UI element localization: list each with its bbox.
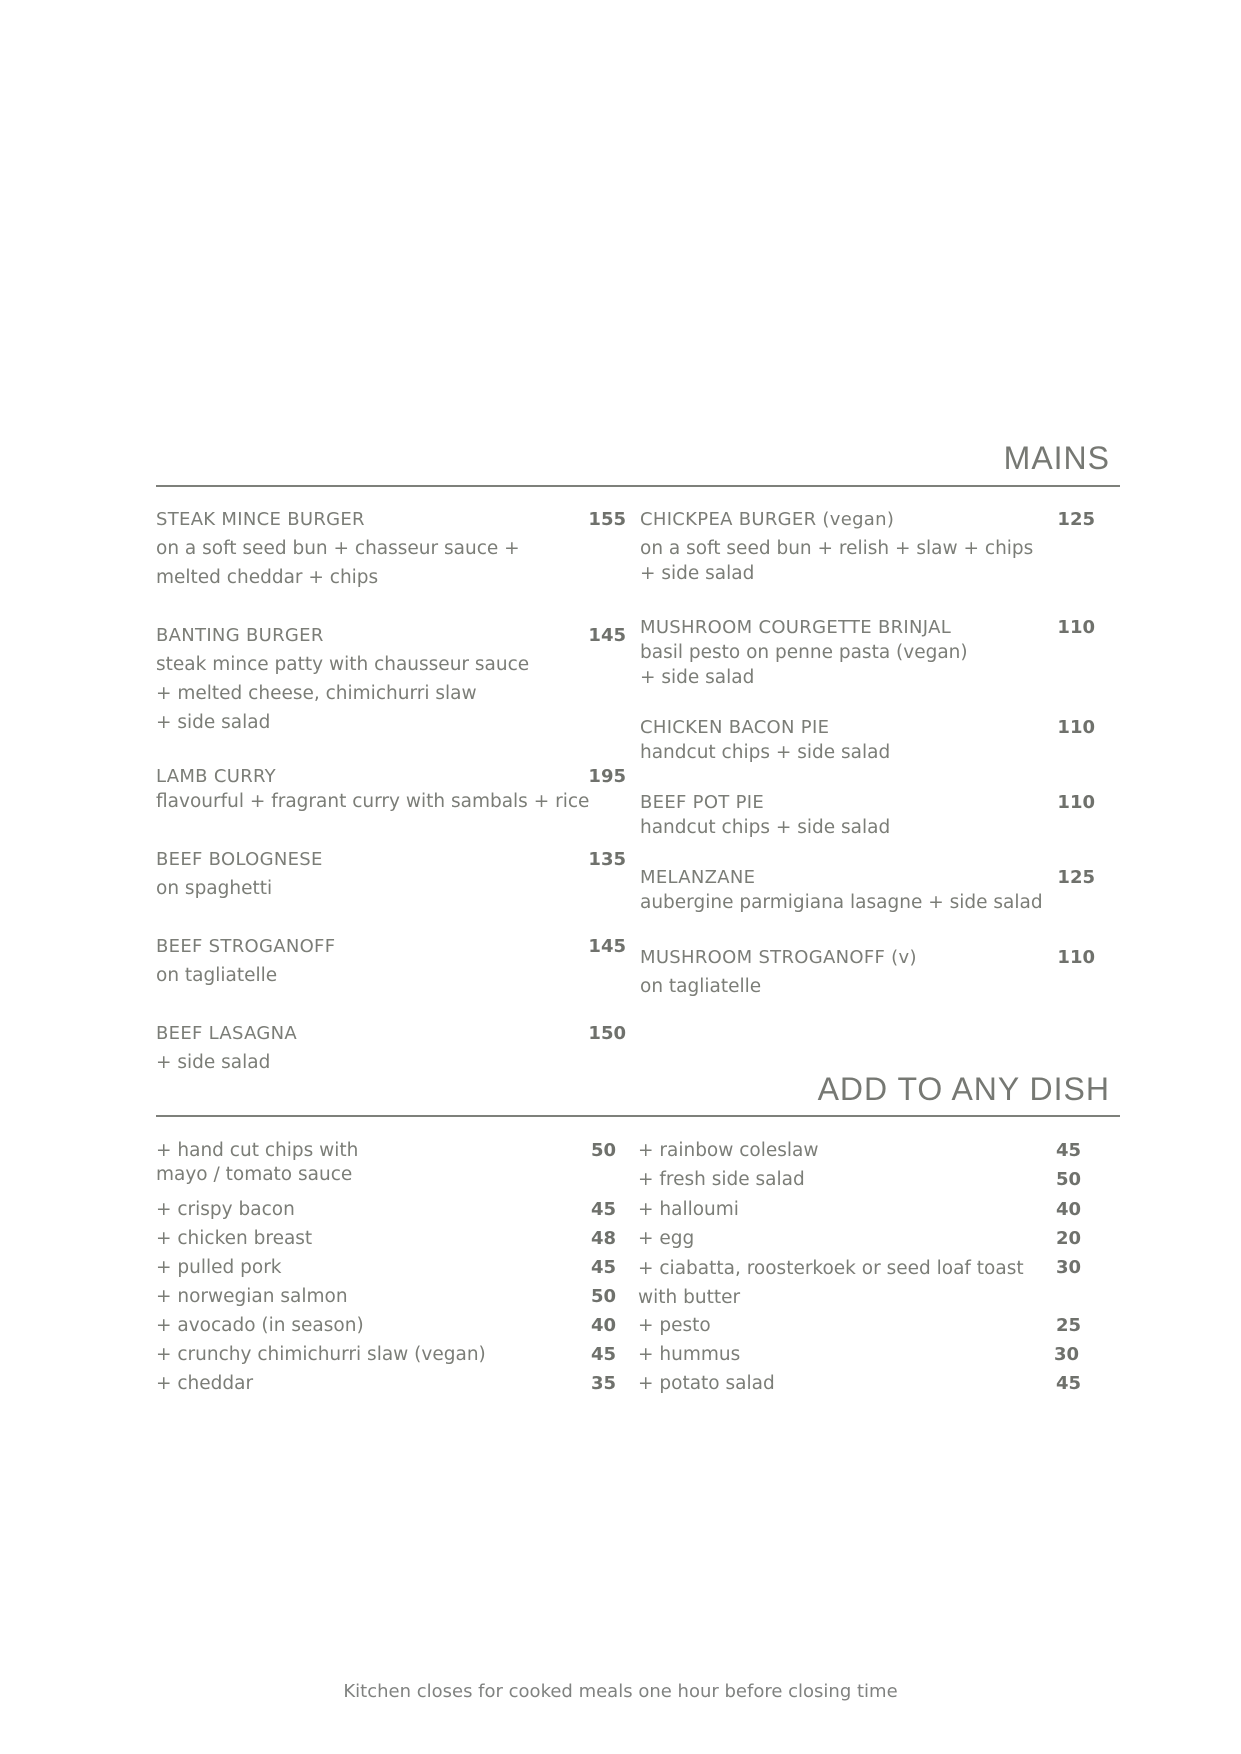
addon-price: 40: [1055, 1199, 1081, 1220]
item-name: BEEF BOLOGNESE: [156, 849, 323, 870]
addon-item-bread-toast: [638, 1256, 1081, 1312]
addon-price: 50: [590, 1140, 616, 1161]
addon-item-pulled-pork: [156, 1256, 616, 1280]
item-name: BEEF POT PIE: [640, 792, 765, 813]
item-description: basil pesto on penne pasta (vegan) + side salad: [640, 642, 968, 688]
addon-item-hummus: [638, 1343, 1079, 1367]
addon-label: + potato salad: [638, 1373, 775, 1394]
addon-label: + hummus: [638, 1344, 741, 1365]
item-price: 155: [588, 509, 626, 530]
item-name: BANTING BURGER: [156, 625, 324, 646]
item-name: STEAK MINCE BURGER: [156, 509, 365, 530]
addon-item-crispy-bacon: [156, 1198, 616, 1222]
menu-item-beef-pot-pie: [640, 790, 1095, 840]
item-description: on a soft seed bun + relish + slaw + chips + side salad: [640, 538, 1034, 584]
item-description: steak mince patty with chausseur sauce + melted cheese, chimichurri slaw + side salad: [156, 654, 530, 733]
addon-label: + ciabatta, roosterkoek or seed loaf toast with butter: [638, 1258, 1024, 1308]
addon-label: + rainbow coleslaw: [638, 1140, 819, 1161]
item-description: flavourful + fragrant curry with sambals + rice: [156, 791, 590, 812]
item-name: CHICKEN BACON PIE: [640, 717, 830, 738]
addon-price: 30: [1053, 1344, 1079, 1365]
addon-price: 48: [590, 1228, 616, 1249]
item-description: aubergine parmigiana lasagne + side salad: [640, 892, 1043, 913]
addons-heading: ADD TO ANY DISH: [817, 1071, 1110, 1107]
item-price: 145: [588, 625, 626, 646]
menu-item-banting-burger: [156, 621, 626, 737]
item-name: BEEF STROGANOFF: [156, 936, 336, 957]
item-price: 110: [1057, 617, 1095, 638]
menu-item-lamb-curry: [156, 764, 626, 814]
menu-item-chicken-bacon-pie: [640, 715, 1095, 765]
addon-price: 20: [1055, 1228, 1081, 1249]
item-name: MELANZANE: [640, 867, 756, 888]
mains-heading: MAINS: [1003, 440, 1110, 476]
addon-price: 45: [590, 1199, 616, 1220]
menu-item-beef-bolognese: [156, 845, 626, 903]
item-description: on tagliatelle: [156, 965, 278, 986]
item-name: CHICKPEA BURGER (vegan): [640, 509, 895, 530]
addon-item-chimichurri-slaw: [156, 1343, 616, 1367]
addon-price: 25: [1055, 1315, 1081, 1336]
item-price: 110: [1057, 947, 1095, 968]
addon-price: 50: [590, 1286, 616, 1307]
addon-price: 45: [1055, 1140, 1081, 1161]
addon-item-potato-salad: [638, 1372, 1081, 1396]
addon-item-pesto: [638, 1314, 1081, 1338]
mains-divider: [156, 485, 1120, 487]
item-price: 125: [1057, 509, 1095, 530]
menu-item-beef-lasagna: [156, 1019, 626, 1077]
addon-price: 45: [590, 1344, 616, 1365]
addon-label: + crispy bacon: [156, 1199, 295, 1220]
addon-price: 35: [590, 1373, 616, 1394]
item-price: 110: [1057, 792, 1095, 813]
addon-label: + pulled pork: [156, 1257, 282, 1278]
addon-label: + egg: [638, 1228, 695, 1249]
menu-item-steak-mince-burger: [156, 505, 626, 592]
addons-divider: [156, 1115, 1120, 1117]
addon-item-rainbow-coleslaw: [638, 1139, 1081, 1163]
item-description: handcut chips + side salad: [640, 817, 891, 838]
item-description: on a soft seed bun + chasseur sauce + melted cheddar + chips: [156, 538, 520, 588]
addon-item-halloumi: [638, 1198, 1081, 1222]
item-description: on tagliatelle: [640, 976, 762, 997]
menu-item-beef-stroganoff: [156, 932, 626, 990]
addon-price: 45: [1055, 1373, 1081, 1394]
menu-item-mushroom-courgette-brinjal: [640, 615, 1095, 690]
item-price: 145: [588, 936, 626, 957]
addon-item-avocado: [156, 1314, 616, 1338]
item-price: 135: [588, 849, 626, 870]
item-description: on spaghetti: [156, 878, 273, 899]
addon-item-hand-cut-chips: [156, 1139, 616, 1187]
item-price: 110: [1057, 717, 1095, 738]
addon-item-cheddar: [156, 1372, 616, 1396]
item-name: LAMB CURRY: [156, 766, 276, 787]
item-name: BEEF LASAGNA: [156, 1023, 298, 1044]
item-name: MUSHROOM COURGETTE BRINJAL: [640, 617, 952, 638]
item-name: MUSHROOM STROGANOFF (v): [640, 947, 917, 968]
addon-label: + hand cut chips with mayo / tomato sauce: [156, 1140, 359, 1185]
item-description: + side salad: [156, 1052, 271, 1073]
addon-item-chicken-breast: [156, 1227, 616, 1251]
addon-price: 50: [1055, 1169, 1081, 1190]
addon-item-norwegian-salmon: [156, 1285, 616, 1309]
addon-label: + pesto: [638, 1315, 711, 1336]
addon-label: + crunchy chimichurri slaw (vegan): [156, 1344, 486, 1365]
kitchen-hours-note: Kitchen closes for cooked meals one hour before closing time: [343, 1681, 898, 1702]
item-price: 195: [588, 766, 626, 787]
menu-item-mushroom-stroganoff: [640, 943, 1095, 1001]
addon-label: + chicken breast: [156, 1228, 313, 1249]
addon-item-fresh-side-salad: [638, 1168, 1081, 1192]
addon-price: 40: [590, 1315, 616, 1336]
addon-label: + cheddar: [156, 1373, 254, 1394]
addon-label: + fresh side salad: [638, 1169, 805, 1190]
item-price: 125: [1057, 867, 1095, 888]
addon-price: 30: [1055, 1257, 1081, 1278]
menu-item-chickpea-burger: [640, 505, 1095, 586]
addon-item-egg: [638, 1227, 1081, 1251]
addon-label: + norwegian salmon: [156, 1286, 348, 1307]
addon-price: 45: [590, 1257, 616, 1278]
item-price: 150: [588, 1023, 626, 1044]
addon-label: + avocado (in season): [156, 1315, 364, 1336]
menu-item-melanzane: [640, 865, 1095, 915]
item-description: handcut chips + side salad: [640, 742, 891, 763]
addon-label: + halloumi: [638, 1199, 739, 1220]
